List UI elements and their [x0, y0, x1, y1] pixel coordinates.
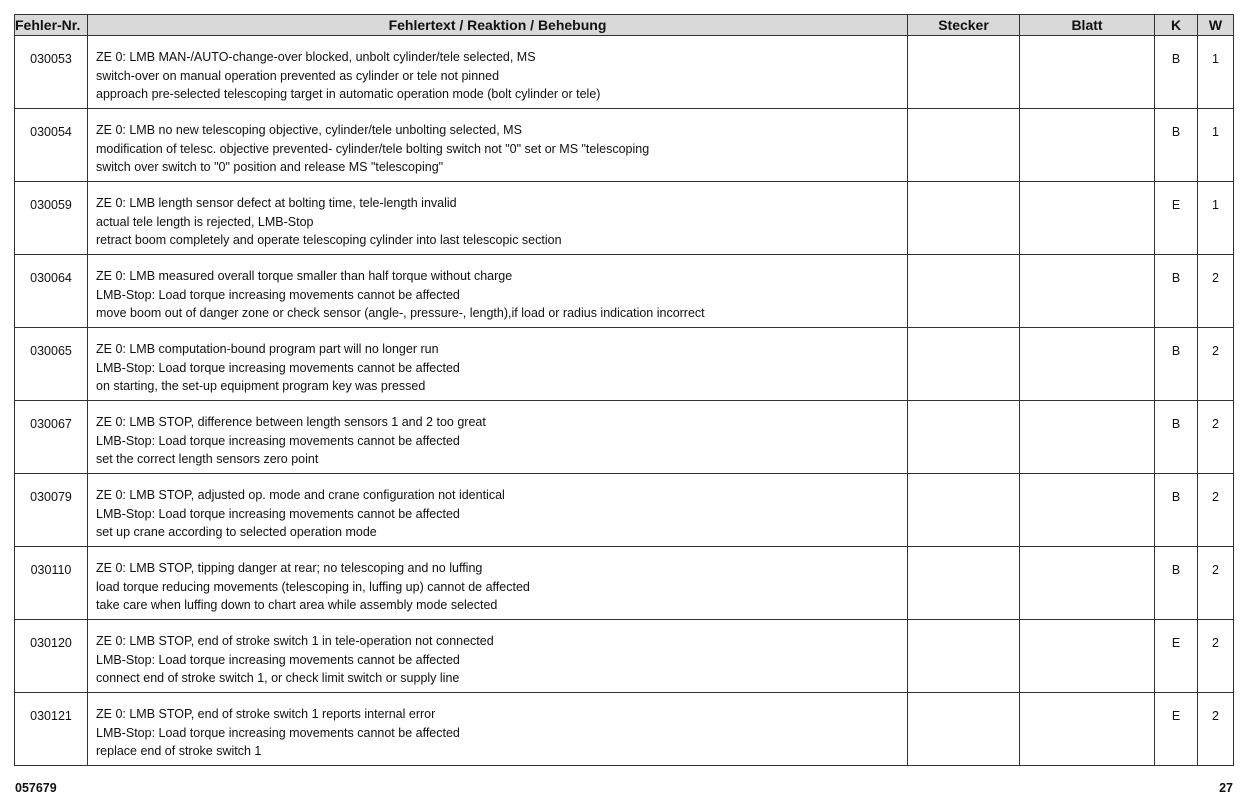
error-number: 030054: [15, 109, 88, 182]
error-number: 030059: [15, 182, 88, 255]
category-k: E: [1155, 693, 1198, 766]
error-text: ZE 0: LMB STOP, end of stroke switch 1 reports internal error: [96, 707, 436, 721]
error-remedy: replace end of stroke switch 1: [96, 744, 262, 759]
error-reaction: modification of telesc. objective prevented- cylinder/tele bolting switch not "0" set or MS "telescoping: [96, 141, 650, 156]
header-sheet: Blatt: [1020, 15, 1155, 36]
table-row: [15, 328, 1234, 401]
error-reaction: LMB-Stop: Load torque increasing movements cannot be affected: [96, 652, 460, 667]
error-description-cell: [88, 255, 908, 328]
category-k: E: [1155, 182, 1198, 255]
sheet-cell: [1020, 109, 1155, 182]
error-remedy: approach pre-selected telescoping target in automatic operation mode (bolt cylinder or tele): [96, 87, 601, 102]
error-reaction: actual tele length is rejected, LMB-Stop: [96, 214, 314, 229]
error-number: 030110: [15, 547, 88, 620]
sheet-cell: [1020, 182, 1155, 255]
connector-cell: [908, 109, 1020, 182]
category-w: 1: [1198, 109, 1234, 182]
error-description-cell: [88, 328, 908, 401]
error-remedy: move boom out of danger zone or check sensor (angle-, pressure-, length),if load or radius indication incorrect: [96, 306, 705, 321]
sheet-cell: [1020, 693, 1155, 766]
header-w: W: [1198, 15, 1234, 36]
sheet-cell: [1020, 328, 1155, 401]
category-k: B: [1155, 255, 1198, 328]
table-row: [15, 255, 1234, 328]
error-number: 030120: [15, 620, 88, 693]
table-row: [15, 401, 1234, 474]
table-row: [15, 620, 1234, 693]
error-reaction: LMB-Stop: Load torque increasing movements cannot be affected: [96, 360, 460, 375]
error-number: 030065: [15, 328, 88, 401]
sheet-cell: [1020, 255, 1155, 328]
error-remedy: take care when luffing down to chart area while assembly mode selected: [96, 598, 498, 613]
error-number: 030064: [15, 255, 88, 328]
category-w: 1: [1198, 36, 1234, 109]
table-row: [15, 36, 1234, 109]
error-reaction: LMB-Stop: Load torque increasing movements cannot be affected: [96, 287, 460, 302]
header-error-text: Fehlertext / Reaktion / Behebung: [88, 15, 908, 36]
error-description-cell: [88, 620, 908, 693]
error-remedy: connect end of stroke switch 1, or check limit switch or supply line: [96, 671, 460, 686]
error-text: ZE 0: LMB no new telescoping objective, cylinder/tele unbolting selected, MS: [96, 123, 522, 137]
table-row: [15, 182, 1234, 255]
sheet-cell: [1020, 36, 1155, 109]
error-number: 030053: [15, 36, 88, 109]
error-reaction: load torque reducing movements (telescoping in, luffing up) cannot de affected: [96, 579, 530, 594]
error-remedy: on starting, the set-up equipment program key was pressed: [96, 379, 426, 394]
error-reaction: LMB-Stop: Load torque increasing movements cannot be affected: [96, 433, 460, 448]
category-k: B: [1155, 328, 1198, 401]
connector-cell: [908, 182, 1020, 255]
header-row: [15, 15, 1234, 36]
error-text: ZE 0: LMB STOP, adjusted op. mode and crane configuration not identical: [96, 488, 505, 502]
error-remedy: switch over switch to "0" position and release MS "telescoping": [96, 160, 444, 175]
connector-cell: [908, 401, 1020, 474]
category-k: B: [1155, 36, 1198, 109]
error-description-cell: [88, 36, 908, 109]
error-reaction: LMB-Stop: Load torque increasing movements cannot be affected: [96, 506, 460, 521]
category-k: B: [1155, 474, 1198, 547]
table-header: [15, 15, 1234, 36]
table-row: [15, 474, 1234, 547]
table-body: [15, 36, 1234, 766]
category-k: B: [1155, 547, 1198, 620]
sheet-cell: [1020, 620, 1155, 693]
error-number: 030067: [15, 401, 88, 474]
sheet-cell: [1020, 401, 1155, 474]
connector-cell: [908, 620, 1020, 693]
category-k: E: [1155, 620, 1198, 693]
header-k: K: [1155, 15, 1198, 36]
error-text: ZE 0: LMB measured overall torque smaller than half torque without charge: [96, 269, 513, 283]
error-description-cell: [88, 547, 908, 620]
sheet-cell: [1020, 547, 1155, 620]
sheet-cell: [1020, 474, 1155, 547]
error-remedy: set the correct length sensors zero point: [96, 452, 319, 467]
category-w: 2: [1198, 693, 1234, 766]
error-text: ZE 0: LMB STOP, end of stroke switch 1 in tele-operation not connected: [96, 634, 494, 648]
category-w: 1: [1198, 182, 1234, 255]
error-code-table: [14, 14, 1234, 766]
category-w: 2: [1198, 401, 1234, 474]
error-remedy: set up crane according to selected operation mode: [96, 525, 377, 540]
connector-cell: [908, 693, 1020, 766]
error-text: ZE 0: LMB STOP, tipping danger at rear; no telescoping and no luffing: [96, 561, 483, 575]
header-connector: Stecker: [908, 15, 1020, 36]
category-k: B: [1155, 109, 1198, 182]
error-text: ZE 0: LMB STOP, difference between length sensors 1 and 2 too great: [96, 415, 486, 429]
connector-cell: [908, 328, 1020, 401]
error-description-cell: [88, 182, 908, 255]
category-w: 2: [1198, 328, 1234, 401]
connector-cell: [908, 255, 1020, 328]
error-description-cell: [88, 401, 908, 474]
error-description-cell: [88, 109, 908, 182]
connector-cell: [908, 474, 1020, 547]
error-text: ZE 0: LMB MAN-/AUTO-change-over blocked, unbolt cylinder/tele selected, MS: [96, 50, 536, 64]
category-w: 2: [1198, 547, 1234, 620]
category-w: 2: [1198, 620, 1234, 693]
error-reaction: LMB-Stop: Load torque increasing movements cannot be affected: [96, 725, 460, 740]
error-text: ZE 0: LMB computation-bound program part will no longer run: [96, 342, 439, 356]
page-number: 27: [1219, 781, 1233, 795]
table-row: [15, 109, 1234, 182]
error-description-cell: [88, 693, 908, 766]
document-number: 057679: [15, 781, 57, 795]
category-w: 2: [1198, 474, 1234, 547]
connector-cell: [908, 36, 1020, 109]
error-description-cell: [88, 474, 908, 547]
error-reaction: switch-over on manual operation prevented as cylinder or tele not pinned: [96, 68, 500, 83]
table-row: [15, 547, 1234, 620]
connector-cell: [908, 547, 1020, 620]
error-number: 030121: [15, 693, 88, 766]
table-row: [15, 693, 1234, 766]
category-k: B: [1155, 401, 1198, 474]
error-remedy: retract boom completely and operate telescoping cylinder into last telescopic section: [96, 233, 562, 248]
error-text: ZE 0: LMB length sensor defect at bolting time, tele-length invalid: [96, 196, 457, 210]
error-number: 030079: [15, 474, 88, 547]
header-error-number: Fehler-Nr.: [15, 15, 88, 36]
category-w: 2: [1198, 255, 1234, 328]
